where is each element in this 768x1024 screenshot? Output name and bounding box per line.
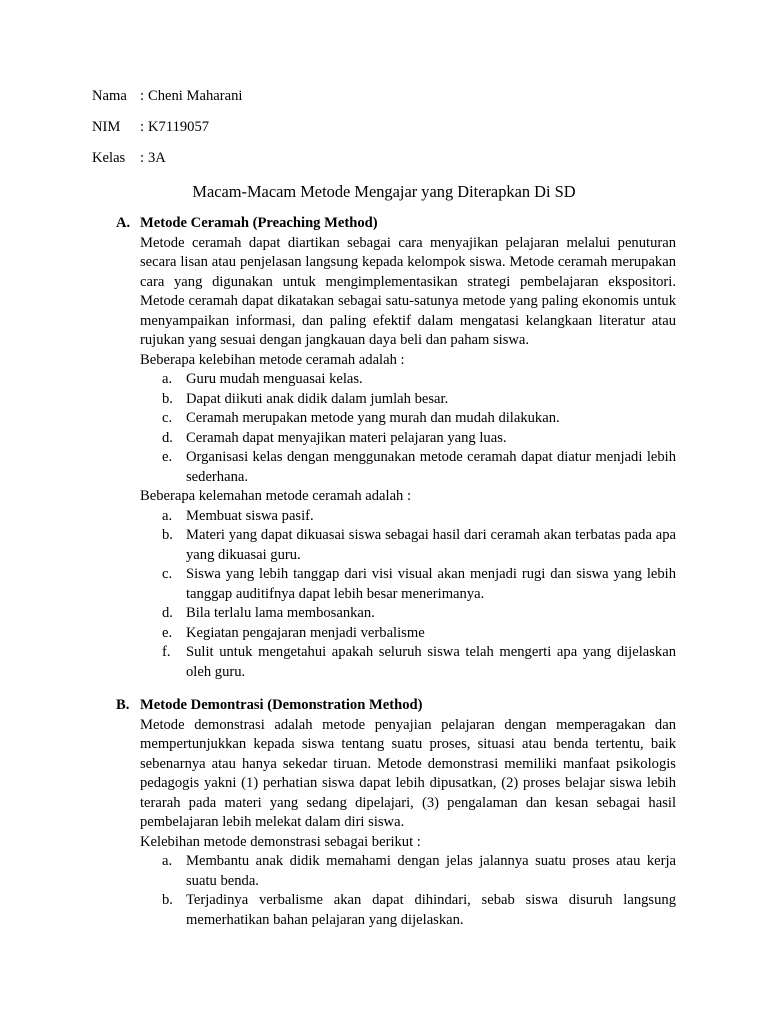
list-item-text: Membantu anak didik memahami dengan jelas jalannya suatu proses atau kerja suatu benda. [186,853,676,889]
header-nim-row [92,117,209,137]
name-label: Nama [92,88,127,104]
list-item-text: Ceramah merupakan metode yang murah dan mudah dilakukan. [186,410,560,426]
list-item-text: Siswa yang lebih tanggap dari visi visual akan menjadi rugi dan siswa yang lebih tanggap auditifnya dapat lebih besar menerimanya. [186,566,676,602]
list-item-text: Organisasi kelas dengan menggunakan metode ceramah dapat diatur menjadi lebih sederhana. [186,449,676,485]
list-intro: Beberapa kelebihan metode ceramah adalah : [140,351,405,368]
list-item [140,370,676,390]
list-item-text: Kegiatan pengajaran menjadi verbalisme [186,624,425,641]
list-marker: a. [162,853,173,869]
section-heading [116,696,676,716]
section-paragraph: Metode ceramah dapat diartikan sebagai cara menyajikan pelajaran melalui penuturan secara lisan atau penjelasan langsung kepada kelompok siswa. Metode ceramah merupakan cara yang digunakan untuk mengimplementasikan strategi pembelajaran ekspositori. Metode ceramah dapat dikatakan sebagai satu-satunya metode yang paling ekonomis untuk menyampaikan informasi, dan paling efektif dalam mengatasi kelangkaan literatur atau rujukan yang sesuai dengan jangkauan daya beli dan paham siswa. [140,234,676,348]
list-item-text: Sulit untuk mengetahui apakah seluruh siswa telah mengerti apa yang dijelaskan oleh guru. [186,644,676,680]
list-marker: e. [162,449,173,465]
section-letter: A. [116,215,131,231]
advantages-list [140,370,676,487]
nim-separator: : [140,119,145,135]
section-body [140,234,676,683]
kelas-separator: : [140,150,145,166]
list-item-text: Ceramah dapat menyajikan materi pelajaran yang luas. [186,429,507,446]
list-marker: c. [162,410,173,426]
list-item [140,891,676,930]
disadvantages-list [140,507,676,683]
section-title: Metode Ceramah (Preaching Method) [140,215,378,231]
list-item [140,409,676,429]
list-marker: f. [162,644,171,660]
list-item [140,448,676,487]
list-item [140,507,676,527]
list-marker: a. [162,371,173,387]
name-separator: : [140,88,145,104]
list-marker: e. [162,624,173,641]
list-item-text: Materi yang dapat dikuasai siswa sebagai hasil dari ceramah akan terbatas pada apa yang dikuasai guru. [186,527,676,563]
section-paragraph: Metode demonstrasi adalah metode penyajian pelajaran dengan memperagakan dan mempertunjukkan kepada siswa tentang suatu proses, situasi atau benda tertentu, baik sebenarnya atau hanya sekedar tiruan. Metode demonstrasi memiliki manfaat psikologis pedagogis yakni (1) perhatian siswa dapat lebih dipusatkan, (2) proses belajar siswa lebih terarah pada materi yang sedang dipelajari, (3) pengalaman dan kesan sebagai hasil pembelajaran lebih melekat dalam diri siswa. [140,716,676,830]
name-value: Cheni Maharani [148,88,243,104]
list-item-text: Dapat diikuti anak didik dalam jumlah besar. [186,390,449,407]
list-item [140,526,676,565]
list-marker: c. [162,566,173,582]
list-item [140,624,676,644]
header-kelas-row [92,148,166,168]
list-item-text: Guru mudah menguasai kelas. [186,371,363,387]
section-body [140,716,676,931]
list-item [140,852,676,891]
list-intro: Beberapa kelemahan metode ceramah adalah : [140,488,412,504]
list-marker: a. [162,507,173,524]
list-marker: b. [162,390,173,407]
list-intro: Kelebihan metode demonstrasi sebagai berikut : [140,833,421,850]
section-heading [116,214,676,234]
nim-value: K7119057 [148,119,210,135]
section-title: Metode Demontrasi (Demonstration Method) [140,697,423,713]
document-title: Macam-Macam Metode Mengajar yang Diterapkan Di SD [192,182,576,201]
list-item [140,429,676,449]
list-item [140,643,676,682]
list-item [140,565,676,604]
section-letter: B. [116,697,130,713]
list-item [140,390,676,410]
advantages-list [140,852,676,930]
list-marker: d. [162,605,173,621]
list-marker: b. [162,527,173,543]
header-name-row [92,86,242,106]
list-item-text: Membuat siswa pasif. [186,507,314,524]
list-marker: b. [162,892,173,908]
list-item-text: Bila terlalu lama membosankan. [186,605,375,621]
nim-label: NIM [92,119,121,135]
kelas-label: Kelas [92,150,126,166]
list-marker: d. [162,429,173,446]
list-item-text: Terjadinya verbalisme akan dapat dihindari, sebab siswa disuruh langsung memerhatikan bahan pelajaran yang dijelaskan. [186,892,676,928]
list-item [140,604,676,624]
section-b [116,696,676,930]
section-a [116,214,676,682]
kelas-value: 3A [148,150,166,166]
